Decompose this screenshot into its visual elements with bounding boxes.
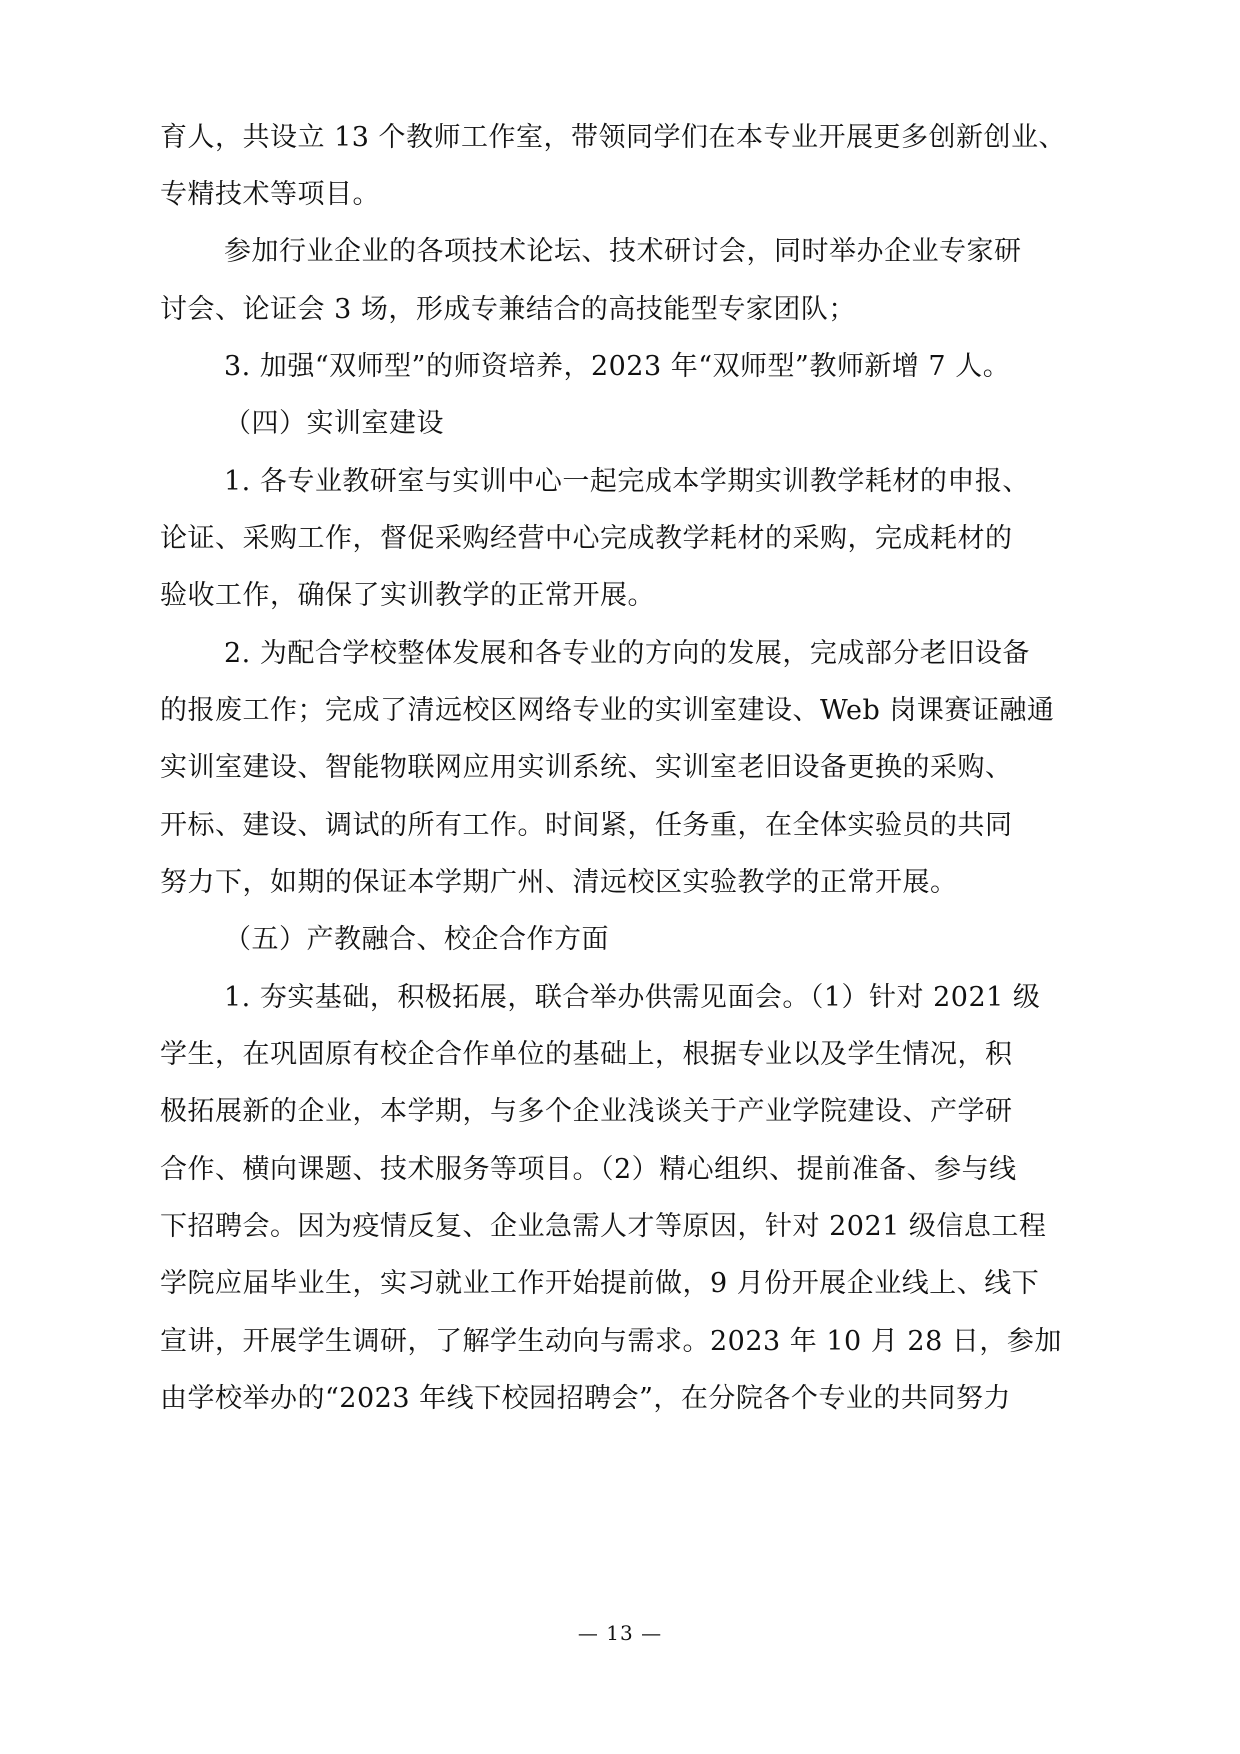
page-number: — 13 —	[577, 1621, 663, 1645]
text-line: 3. 加强“双师型”的师资培养，2023 年“双师型”教师新增 7 人。	[224, 351, 1011, 382]
section-heading: （四）实训室建设	[224, 408, 444, 439]
section-heading: （五）产教融合、校企合作方面	[224, 924, 609, 955]
text-line: 专精技术等项目。	[160, 179, 380, 210]
text-line: 极拓展新的企业，本学期，与多个企业浅谈关于产业学院建设、产学研	[160, 1096, 1013, 1127]
text-line: 宣讲，开展学生调研，了解学生动向与需求。2023 年 10 月 28 日，参加	[160, 1326, 1062, 1357]
text-line: 的报废工作；完成了清远校区网络专业的实训室建设、Web 岗课赛证融通	[160, 695, 1055, 726]
text-line: 下招聘会。因为疫情反复、企业急需人才等原因，针对 2021 级信息工程	[160, 1211, 1047, 1242]
text-line: 努力下，如期的保证本学期广州、清远校区实验教学的正常开展。	[160, 867, 958, 898]
text-line: 讨会、论证会 3 场，形成专兼结合的高技能型专家团队；	[160, 294, 856, 325]
text-line: 论证、采购工作，督促采购经营中心完成教学耗材的采购，完成耗材的	[160, 523, 1013, 554]
text-line: 2. 为配合学校整体发展和各专业的方向的发展，完成部分老旧设备	[224, 638, 1030, 669]
text-line: 1. 夯实基础，积极拓展，联合举办供需见面会。（1）针对 2021 级	[224, 982, 1041, 1013]
text-line: 由学校举办的“2023 年线下校园招聘会”，在分院各个专业的共同努力	[160, 1383, 1011, 1414]
text-line: 学生，在巩固原有校企合作单位的基础上，根据专业以及学生情况，积	[160, 1039, 1013, 1070]
text-line: 学院应届毕业生，实习就业工作开始提前做，9 月份开展企业线上、线下	[160, 1268, 1040, 1299]
text-line: 实训室建设、智能物联网应用实训系统、实训室老旧设备更换的采购、	[160, 752, 1013, 783]
text-line: 验收工作，确保了实训教学的正常开展。	[160, 580, 655, 611]
text-line: 参加行业企业的各项技术论坛、技术研讨会，同时举办企业专家研	[224, 236, 1022, 267]
text-line: 开标、建设、调试的所有工作。时间紧，任务重，在全体实验员的共同	[160, 810, 1013, 841]
text-line: 合作、横向课题、技术服务等项目。（2）精心组织、提前准备、参与线	[160, 1154, 1017, 1185]
text-line: 1. 各专业教研室与实训中心一起完成本学期实训教学耗材的申报、	[224, 466, 1030, 497]
text-line: 育人，共设立 13 个教师工作室，带领同学们在本专业开展更多创新创业、	[160, 122, 1067, 153]
